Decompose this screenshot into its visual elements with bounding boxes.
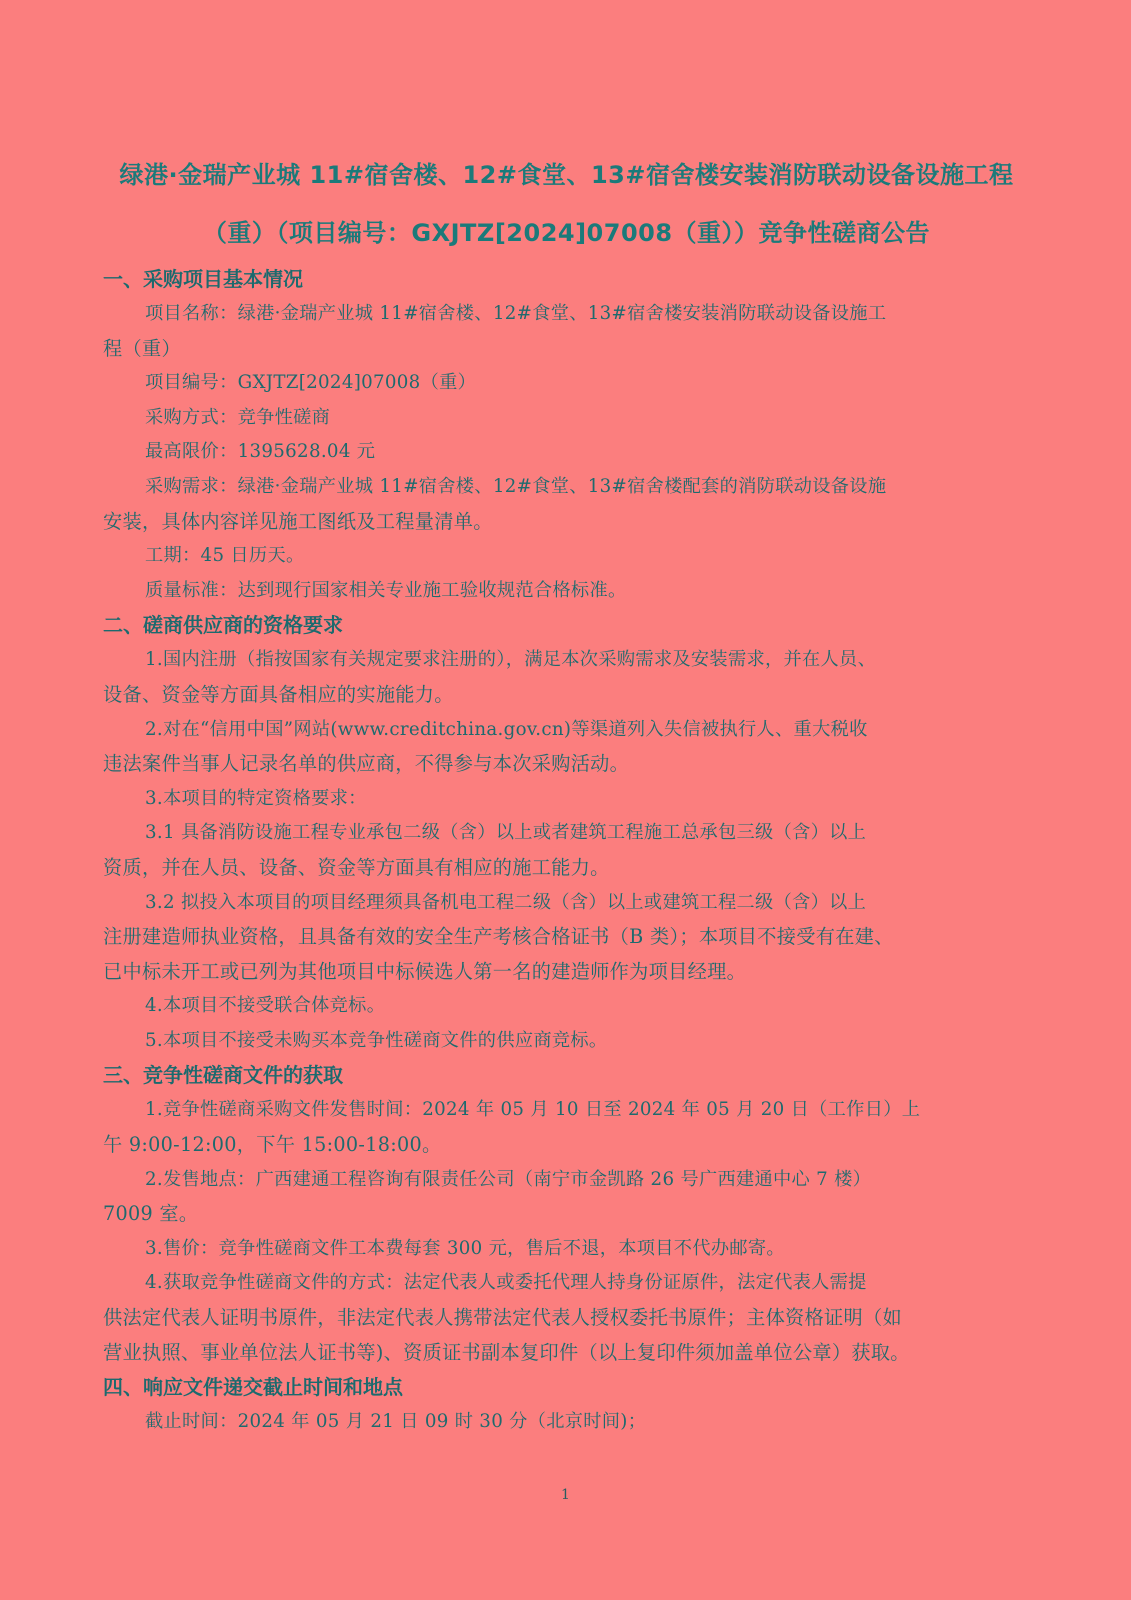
paragraph-line: 注册建造师执业资格，且具备有效的安全生产考核合格证书（B 类）；本项目不接受有在建、 xyxy=(103,925,894,949)
paragraph-line: 营业执照、事业单位法人证书等)、资质证书副本复印件（以上复印件须加盖单位公章）获取。 xyxy=(103,1340,910,1364)
paragraph-line: 资质，并在人员、设备、资金等方面具有相应的施工能力。 xyxy=(103,855,610,879)
paragraph-line: 工期：45 日历天。 xyxy=(145,545,305,567)
paragraph-line: 最高限价：1395628.04 元 xyxy=(145,441,376,463)
paragraph xyxy=(103,643,1030,712)
paragraph xyxy=(103,366,1030,401)
paragraph-line: 3.售价：竞争性磋商文件工本费每套 300 元，售后不退，本项目不代办邮寄。 xyxy=(145,1237,785,1259)
paragraph-line: 截止时间：2024 年 05 月 21 日 09 时 30 分（北京时间)； xyxy=(145,1411,647,1433)
paragraph xyxy=(103,539,1030,574)
paragraph xyxy=(103,782,1030,817)
paragraph-line: 2.发售地点：广西建通工程咨询有限责任公司（南宁市金凯路 26 号广西建通中心 7 楼） xyxy=(145,1168,872,1190)
paragraph-line: 项目名称：绿港·金瑞产业城 11#宿舍楼、12#食堂、13#宿舍楼安装消防联动设备设施工 xyxy=(145,303,887,324)
section-heading: 四、响应文件递交截止时间和地点 xyxy=(103,1375,403,1400)
paragraph-line: 3.本项目的特定资格要求： xyxy=(145,787,367,809)
sections-container xyxy=(103,262,1030,1440)
paragraph xyxy=(103,1024,1030,1059)
section-heading: 三、竞争性磋商文件的获取 xyxy=(103,1063,343,1088)
paragraph xyxy=(103,401,1030,436)
page-number: 1 xyxy=(561,1487,570,1503)
section-heading: 二、磋商供应商的资格要求 xyxy=(103,613,343,638)
paragraph-line: 2.对在“信用中国”网站(www.creditchina.gov.cn)等渠道列入失信被执行人、重大税收 xyxy=(145,718,868,740)
paragraph-line: 项目编号：GXJTZ[2024]07008（重） xyxy=(145,372,477,394)
paragraph-line: 采购方式：竞争性磋商 xyxy=(145,406,331,428)
title-line-2: （重）（项目编号：GXJTZ[2024]07008（重））竞争性磋商公告 xyxy=(202,219,931,247)
paragraph xyxy=(103,574,1030,609)
paragraph xyxy=(103,1093,1030,1162)
paragraph-line: 违法案件当事人记录名单的供应商，不得参与本次采购活动。 xyxy=(103,752,630,776)
paragraph-line: 3.2 拟投入本项目的项目经理须具备机电工程二级（含）以上或建筑工程二级（含）以上 xyxy=(145,891,867,913)
paragraph-line: 安装，具体内容详见施工图纸及工程量清单。 xyxy=(103,509,493,533)
paragraph xyxy=(103,470,1030,539)
paragraph-line: 7009 室。 xyxy=(103,1202,199,1226)
paragraph xyxy=(103,989,1030,1024)
paragraph-line: 已中标未开工或已列为其他项目中标候选人第一名的建造师作为项目经理。 xyxy=(103,959,747,983)
paragraph xyxy=(103,816,1030,885)
paragraph xyxy=(103,297,1030,366)
document-title xyxy=(103,146,1030,262)
paragraph-line: 1.竞争性磋商采购文件发售时间：2024 年 05 月 10 日至 2024 年 05 月 20 日（工作日）上 xyxy=(145,1099,921,1121)
paragraph xyxy=(103,1266,1030,1370)
document-body xyxy=(103,146,1030,1440)
paragraph-line: 5.本项目不接受未购买本竞争性磋商文件的供应商竞标。 xyxy=(145,1029,608,1051)
paragraph xyxy=(103,435,1030,470)
paragraph xyxy=(103,1232,1030,1267)
paragraph xyxy=(103,886,1030,990)
paragraph-line: 3.1 具备消防设施工程专业承包二级（含）以上或者建筑工程施工总承包三级（含）以上 xyxy=(145,822,867,844)
paragraph-line: 设备、资金等方面具备相应的实施能力。 xyxy=(103,682,454,706)
paragraph-line: 采购需求：绿港·金瑞产业城 11#宿舍楼、12#食堂、13#宿舍楼配套的消防联动设备设施 xyxy=(145,475,887,497)
paragraph xyxy=(103,713,1030,782)
paragraph-line: 程（重） xyxy=(103,336,181,360)
paragraph-line: 4.本项目不接受联合体竞标。 xyxy=(145,995,386,1017)
section-heading: 一、采购项目基本情况 xyxy=(103,267,303,291)
paragraph-line: 1.国内注册（指按国家有关规定要求注册的），满足本次采购需求及安装需求，并在人员、 xyxy=(145,649,877,671)
paragraph xyxy=(103,1405,1030,1440)
title-line-1: 绿港·金瑞产业城 11#宿舍楼、12#食堂、13#宿舍楼安装消防联动设备设施工程 xyxy=(119,161,1014,189)
paragraph xyxy=(103,1163,1030,1232)
paragraph-line: 质量标准：达到现行国家相关专业施工验收规范合格标准。 xyxy=(145,579,627,601)
paragraph-line: 供法定代表人证明书原件，非法定代表人携带法定代表人授权委托书原件；主体资格证明（如 xyxy=(103,1306,902,1330)
paragraph-line: 4.获取竞争性磋商文件的方式：法定代表人或委托代理人持身份证原件，法定代表人需提 xyxy=(145,1272,867,1294)
paragraph-line: 午 9:00-12:00，下午 15:00-18:00。 xyxy=(103,1133,442,1157)
